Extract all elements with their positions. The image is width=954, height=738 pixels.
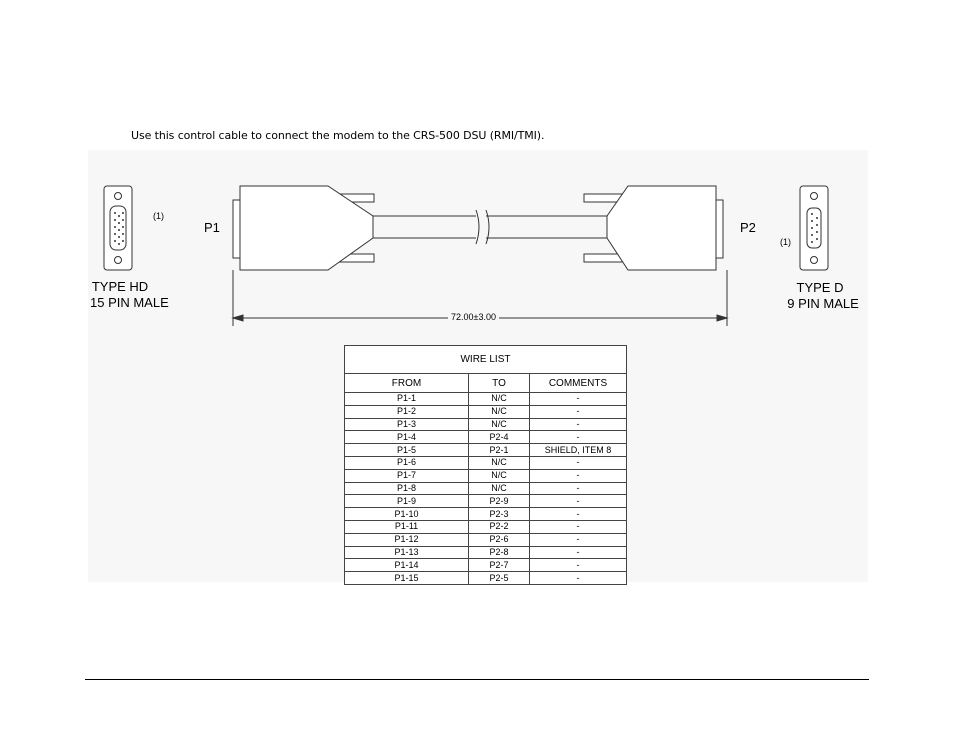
table-row bbox=[345, 508, 627, 521]
table-row bbox=[345, 482, 627, 495]
header-from: FROM bbox=[345, 374, 469, 393]
from-cell: P1-10 bbox=[345, 508, 469, 521]
left-type-line2: 15 PIN MALE bbox=[90, 295, 169, 310]
from-cell: P1-4 bbox=[345, 431, 469, 444]
comments-cell: - bbox=[530, 572, 627, 585]
to-cell: P2-9 bbox=[469, 495, 530, 508]
comments-cell: SHIELD, ITEM 8 bbox=[530, 444, 627, 457]
comments-cell: - bbox=[530, 393, 627, 406]
comments-cell: - bbox=[530, 533, 627, 546]
table-row bbox=[345, 444, 627, 457]
left-backshell-icon bbox=[233, 186, 374, 270]
comments-cell: - bbox=[530, 456, 627, 469]
from-cell: P1-3 bbox=[345, 418, 469, 431]
table-row bbox=[345, 520, 627, 533]
from-cell: P1-15 bbox=[345, 572, 469, 585]
from-cell: P1-5 bbox=[345, 444, 469, 457]
table-row bbox=[345, 533, 627, 546]
table-row bbox=[345, 405, 627, 418]
right-note: (1) bbox=[780, 237, 791, 247]
to-cell: P2-1 bbox=[469, 444, 530, 457]
to-cell: P2-6 bbox=[469, 533, 530, 546]
to-cell: N/C bbox=[469, 482, 530, 495]
dimension-label: 72.00±3.00 bbox=[448, 312, 499, 322]
footer-rule bbox=[85, 679, 869, 680]
comments-cell: - bbox=[530, 546, 627, 559]
from-cell: P1-9 bbox=[345, 495, 469, 508]
from-cell: P1-2 bbox=[345, 405, 469, 418]
from-cell: P1-12 bbox=[345, 533, 469, 546]
table-row bbox=[345, 393, 627, 406]
right-backshell-icon bbox=[584, 186, 723, 270]
table-row bbox=[345, 495, 627, 508]
intro-text: Use this control cable to connect the modem to the CRS-500 DSU (RMI/TMI). bbox=[131, 129, 545, 142]
to-cell: N/C bbox=[469, 456, 530, 469]
cable-body-icon bbox=[373, 210, 607, 244]
header-comments: COMMENTS bbox=[530, 374, 627, 393]
p1-label: P1 bbox=[204, 220, 220, 235]
comments-cell: - bbox=[530, 469, 627, 482]
header-to: TO bbox=[469, 374, 530, 393]
from-cell: P1-1 bbox=[345, 393, 469, 406]
to-cell: N/C bbox=[469, 469, 530, 482]
left-note: (1) bbox=[153, 211, 164, 221]
comments-cell: - bbox=[530, 431, 627, 444]
from-cell: P1-7 bbox=[345, 469, 469, 482]
to-cell: P2-8 bbox=[469, 546, 530, 559]
table-row bbox=[345, 559, 627, 572]
table-row bbox=[345, 546, 627, 559]
to-cell: P2-7 bbox=[469, 559, 530, 572]
to-cell: P2-5 bbox=[469, 572, 530, 585]
table-row bbox=[345, 456, 627, 469]
comments-cell: - bbox=[530, 418, 627, 431]
comments-cell: - bbox=[530, 405, 627, 418]
to-cell: N/C bbox=[469, 418, 530, 431]
table-row bbox=[345, 418, 627, 431]
comments-cell: - bbox=[530, 559, 627, 572]
comments-cell: - bbox=[530, 495, 627, 508]
hd15-connector-icon bbox=[104, 186, 132, 270]
right-type-line1: TYPE D bbox=[796, 280, 844, 295]
left-type-line1: TYPE HD bbox=[91, 279, 149, 294]
wire-list-title: WIRE LIST bbox=[345, 346, 627, 374]
to-cell: N/C bbox=[469, 393, 530, 406]
to-cell: P2-4 bbox=[469, 431, 530, 444]
from-cell: P1-14 bbox=[345, 559, 469, 572]
comments-cell: - bbox=[530, 482, 627, 495]
comments-cell: - bbox=[530, 520, 627, 533]
right-type-line2: 9 PIN MALE bbox=[787, 296, 859, 311]
from-cell: P1-13 bbox=[345, 546, 469, 559]
wire-list-table bbox=[344, 345, 627, 585]
to-cell: P2-3 bbox=[469, 508, 530, 521]
p2-label: P2 bbox=[740, 220, 756, 235]
table-row bbox=[345, 572, 627, 585]
from-cell: P1-11 bbox=[345, 520, 469, 533]
table-row bbox=[345, 469, 627, 482]
db9-connector-icon bbox=[800, 186, 828, 270]
to-cell: N/C bbox=[469, 405, 530, 418]
from-cell: P1-6 bbox=[345, 456, 469, 469]
table-row bbox=[345, 431, 627, 444]
to-cell: P2-2 bbox=[469, 520, 530, 533]
from-cell: P1-8 bbox=[345, 482, 469, 495]
comments-cell: - bbox=[530, 508, 627, 521]
